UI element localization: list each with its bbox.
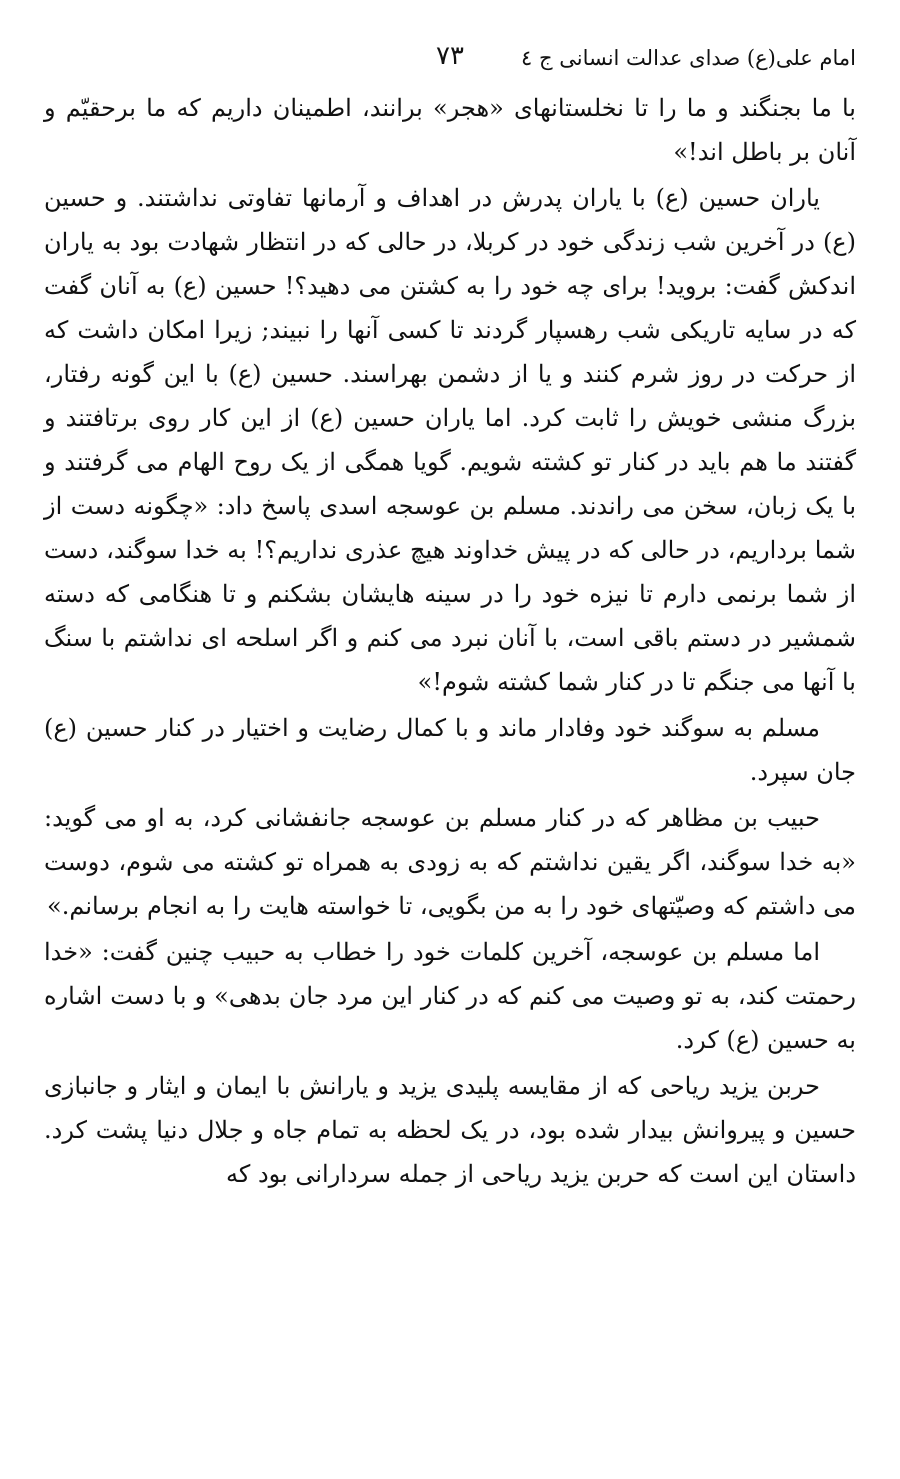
paragraph: حربن یزید ریاحی که از مقایسه پلیدی یزید و یارانش با ایمان و ایثار و جانبازی حسین و پیروانش بیدار شده بود، در یک لحظه به تمام جاه و جلال دنیا پشت کرد. داستان این است که حربن یزید ریاحی از جمله سردارانی بود که: [44, 1072, 856, 1188]
running-title: امام علی(ع) صدای عدالت انسانی ج ٤: [521, 46, 856, 70]
paragraph: حبیب بن مظاهر که در کنار مسلم بن عوسجه جانفشانی کرد، به او می گوید: «به خدا سوگند، اگر یقین نداشتم که به زودی به همراه تو کشته می شوم، دوست می داشتم که وصیّتهای خود را به من بگویی، تا خواسته هایت را به انجام برسانم.»: [44, 804, 856, 920]
paragraph: مسلم به سوگند خود وفادار ماند و با کمال رضایت و اختیار در کنار حسین (ع) جان سپرد.: [44, 714, 856, 786]
page-number: ٧٣: [436, 41, 464, 71]
paragraph: یاران حسین (ع) با یاران پدرش در اهداف و آرمانها تفاوتی نداشتند. و حسین (ع) در آخرین شب زندگی خود در کربلا، در حالی که در انتظار شهادت بود به یاران اندکش گفت: بروید! برای چه خود را به کشتن می دهید؟! حسین (ع) به آنان گفت که در سایه تاریکی شب رهسپار گردند تا کسی آنها را نبیند; زیرا امکان داشت که از حرکت در روز شرم کنند و یا از دشمن بهراسند. حسین (ع) با این گونه رفتار، بزرگ منشی خویش را ثابت کرد. اما یاران حسین (ع) از این کار روی برتافتند و گفتند ما هم باید در کنار تو کشته شویم. گویا همگی از یک روح الهام می گرفتند و با یک زبان، سخن می راندند. مسلم بن عوسجه اسدی پاسخ داد: «چگونه دست از شما برداریم، در حالی که در پیش خداوند هیچ عذری نداریم؟! به خدا سوگند، دست از شما برنمی دارم تا نیزه خود را در سینه هایشان بشکنم و تا هنگامی که دسته شمشیر در دستم باقی است، با آنان نبرد می کنم و اگر اسلحه ای نداشتم با سنگ با آنها می جنگم تا در کنار شما کشته شوم!»: [44, 184, 857, 696]
paragraph-continuation: با ما بجنگند و ما را تا نخلستانهای «هجر» برانند، اطمینان داریم که ما برحقیّم و آنان بر باطل اند!»: [44, 94, 856, 166]
body-text: [44, 86, 856, 1198]
page-header: [44, 40, 856, 76]
paragraph: اما مسلم بن عوسجه، آخرین کلمات خود را خطاب به حبیب چنین گفت: «خدا رحمتت کند، به تو وصیت می کنم که در کنار این مرد جان بدهی» و با دست اشاره به حسین (ع) کرد.: [44, 938, 856, 1054]
